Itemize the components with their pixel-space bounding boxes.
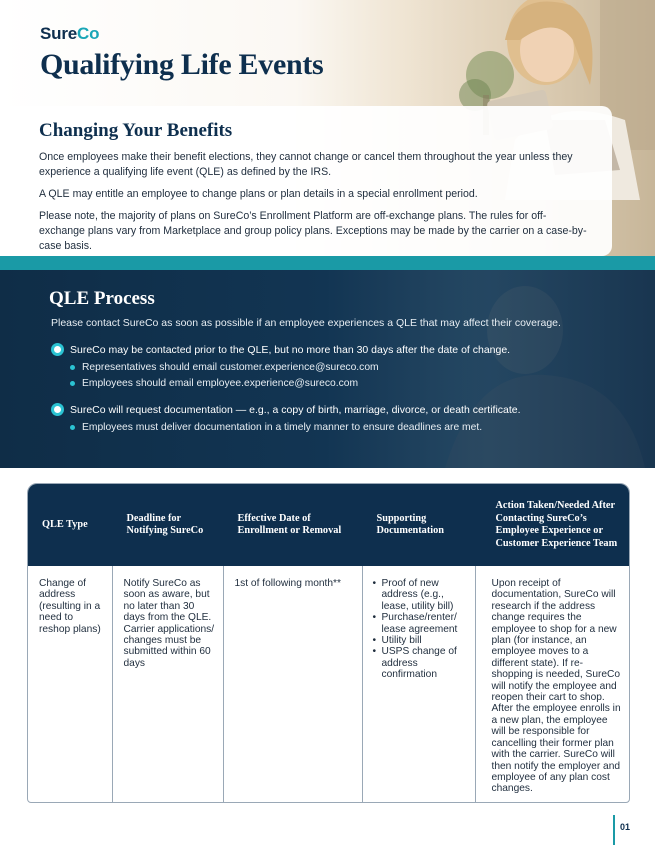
ring-bullet-icon	[51, 403, 64, 416]
page-number: 01	[620, 822, 631, 832]
qle-process-section	[0, 270, 655, 468]
list-item: • Utility bill	[374, 635, 467, 646]
column-header: Deadline for Notifying SureCo	[112, 484, 223, 566]
sureco-logo: SureCo	[40, 24, 100, 43]
page-number-bar	[613, 815, 615, 845]
process-subitem: Employees should email employee.experience@sureco.com	[70, 378, 358, 389]
ring-bullet-icon	[51, 343, 64, 356]
hero-section	[0, 0, 655, 260]
process-subitem: Employees must deliver documentation in a timely manner to ensure deadlines are met.	[70, 422, 482, 433]
process-subitem: Representatives should email customer.experience@sureco.com	[70, 362, 379, 373]
column-header: Effective Date of Enrollment or Removal	[223, 484, 362, 566]
dot-bullet-icon	[70, 425, 75, 430]
qle-type-cell: Change of address (resulting in a need to reshop plans)	[28, 566, 112, 802]
benefits-paragraph: Please note, the majority of plans on SureCo’s Enrollment Platform are off-exchange plans. The rules for off-exchange plans vary from Marketplace and group policy plans. Exceptions may be made by the carrier on a case-by-case basis.	[39, 210, 587, 252]
benefits-heading: Changing Your Benefits	[39, 120, 233, 141]
process-item: SureCo will request documentation — e.g., a copy of birth, marriage, divorce, or death certificate.	[51, 403, 521, 416]
qle-table	[27, 483, 630, 803]
action-cell: Upon receipt of documentation, SureCo will research if the address change requires the employee to shop for a new plan (for instance, an employee moves to a different state). If re-shopping is needed, SureCo will notify the employee and reopen their cart to shop. After the employee enrolls in a new plan, the employee will be responsible for cancelling their former plan with the carrier. SureCo will then notify the employer and employee of any plan cost changes.	[491, 578, 621, 795]
table-row	[28, 566, 630, 802]
changing-benefits-card	[0, 106, 612, 256]
documentation-cell	[362, 566, 475, 802]
process-heading: QLE Process	[49, 288, 155, 309]
deadline-cell: Notify SureCo as soon as aware, but no later than 30 days from the QLE. Carrier applications/ changes must be submitted within 60 days	[112, 566, 223, 802]
column-header: Action Taken/Needed After Contacting SureCo’s Employee Experience or Customer Experience Team	[475, 484, 630, 566]
column-header: QLE Type	[28, 484, 112, 566]
documentation-list	[374, 578, 467, 681]
list-item: • USPS change of address confirmation	[374, 646, 467, 680]
list-item: • Purchase/renter/ lease agreement	[374, 612, 467, 635]
benefits-paragraph: A QLE may entitle an employee to change plans or plan details in a special enrollment period.	[39, 188, 478, 200]
process-intro: Please contact SureCo as soon as possible if an employee experiences a QLE that may affect their coverage.	[51, 317, 561, 329]
teal-divider	[0, 256, 655, 270]
dot-bullet-icon	[70, 365, 75, 370]
process-item: SureCo may be contacted prior to the QLE, but no more than 30 days after the date of change.	[51, 343, 510, 356]
column-header: Supporting Documentation	[362, 484, 475, 566]
effective-date-cell: 1st of following month**	[223, 566, 362, 802]
table-header-row	[28, 484, 630, 566]
list-item: • Proof of new address (e.g., lease, utility bill)	[374, 578, 467, 612]
dot-bullet-icon	[70, 381, 75, 386]
page-title: Qualifying Life Events	[40, 48, 324, 81]
benefits-paragraph: Once employees make their benefit elections, they cannot change or cancel them throughout the year unless they experience a qualifying life event (QLE) as defined by the IRS.	[39, 151, 573, 178]
